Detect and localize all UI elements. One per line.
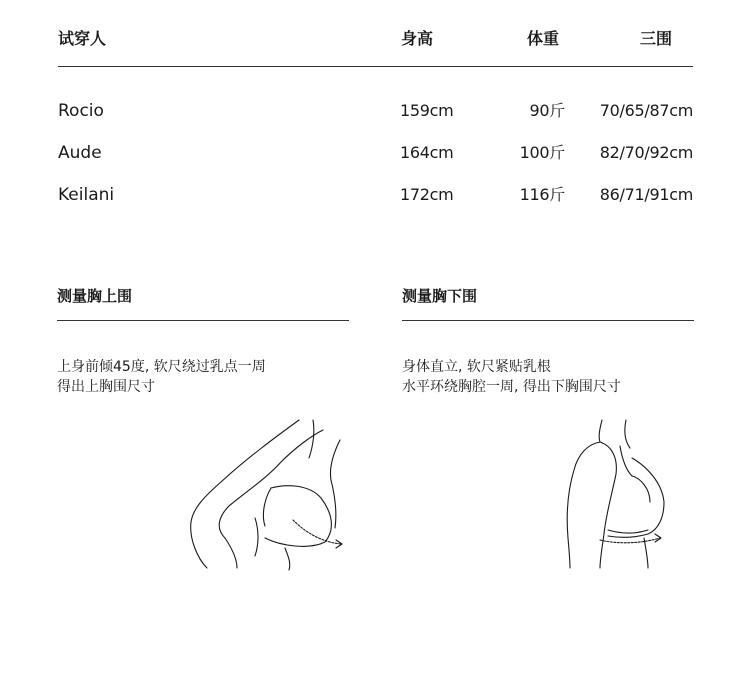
tester-weight: 90斤 [529, 101, 565, 120]
table-row [0, 184, 750, 226]
tester-name: Aude [58, 143, 102, 163]
size-table-body [0, 100, 750, 226]
under-bust-divider [402, 320, 694, 321]
under-bust-title: 测量胸下围 [402, 287, 478, 305]
tester-bust: 82/70/92cm [599, 143, 693, 162]
tester-weight: 116斤 [519, 185, 565, 204]
table-row [0, 100, 750, 142]
tester-bust: 70/65/87cm [599, 101, 693, 120]
under-bust-instruction-line: 身体直立, 软尺紧贴乳根 [402, 359, 551, 375]
upper-bust-divider [57, 320, 349, 321]
under-bust-illustration [560, 418, 680, 568]
header-tester: 试穿人 [58, 29, 107, 48]
table-row [0, 142, 750, 184]
upper-bust-section [57, 284, 349, 397]
upper-bust-instruction-line: 上身前倾45度, 软尺绕过乳点一周 [57, 359, 266, 375]
tester-height: 159cm [400, 101, 454, 120]
upper-bust-title: 测量胸上围 [57, 287, 133, 305]
upper-bust-instructions [57, 357, 349, 397]
tester-name: Keilani [58, 185, 115, 205]
under-bust-instructions [402, 357, 694, 397]
header-weight: 体重 [527, 29, 560, 48]
size-table-header [0, 26, 750, 50]
tester-weight: 100斤 [519, 143, 565, 162]
under-bust-instruction-line: 水平环绕胸腔一周, 得出下胸围尺寸 [402, 379, 621, 395]
under-bust-section [402, 284, 694, 397]
header-divider [58, 66, 693, 67]
tester-height: 164cm [400, 143, 454, 162]
tester-bust: 86/71/91cm [599, 185, 693, 204]
tester-height: 172cm [400, 185, 454, 204]
upper-bust-illustration [185, 418, 355, 570]
upper-bust-instruction-line: 得出上胸围尺寸 [57, 379, 155, 395]
tester-name: Rocio [58, 101, 104, 121]
header-bust: 三围 [640, 29, 673, 48]
header-height: 身高 [401, 29, 434, 48]
